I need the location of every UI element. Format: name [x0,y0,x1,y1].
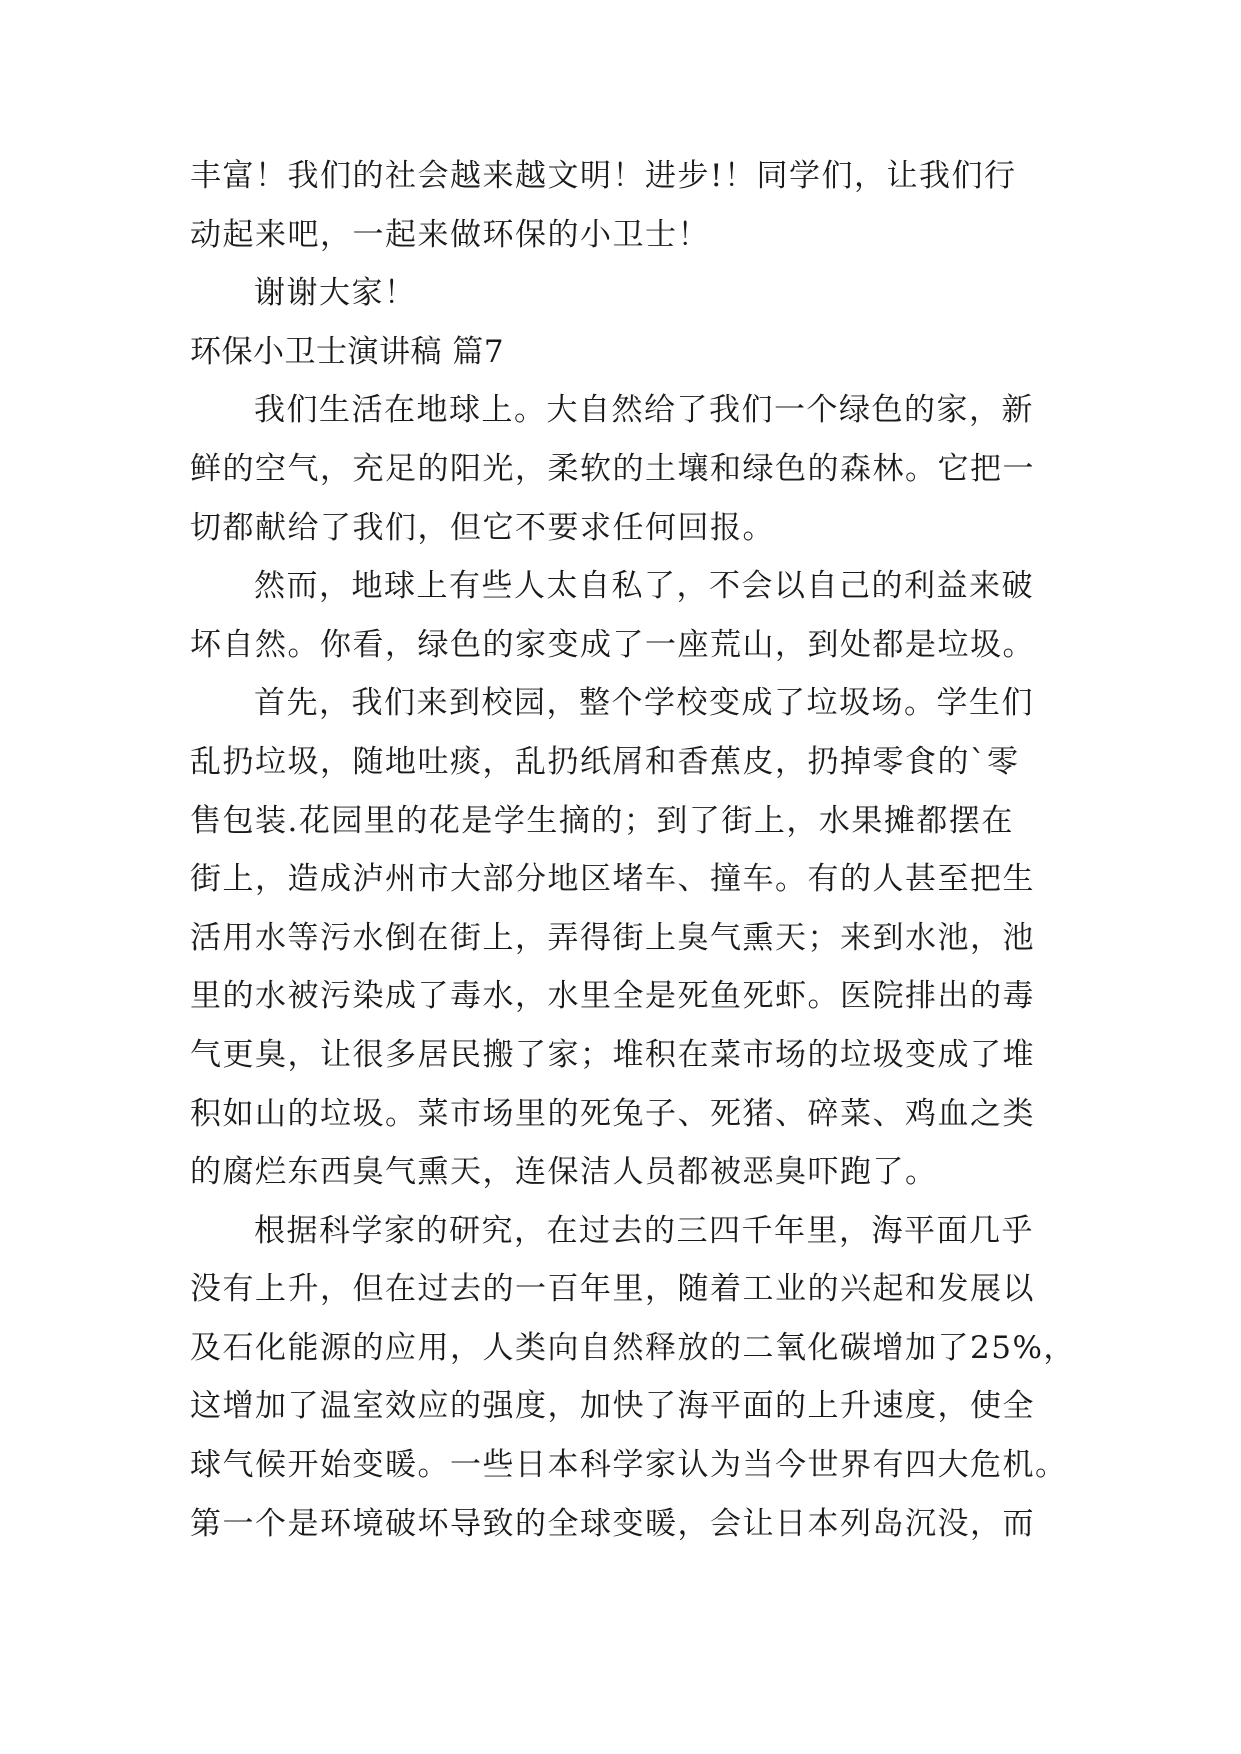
text-line: 没有上升，但在过去的一百年里，随着工业的兴起和发展以 [190,1271,1035,1308]
text-line: 鲜的空气，充足的阳光，柔软的土壤和绿色的森林。它把一 [190,450,1035,487]
text-line: 切都献给了我们，但它不要求任何回报。 [190,509,775,546]
text-line: 里的水被污染成了毒水，水里全是死鱼死虾。医院排出的毒 [190,978,1035,1015]
text-line: 售包装.花园里的花是学生摘的；到了街上，水果摊都摆在 [190,802,1014,839]
text-line: 丰富！我们的社会越来越文明！进步!！同学们，让我们行 [190,158,1017,194]
text-line: 街上，造成泸州市大部分地区堵车、撞车。有的人甚至把生 [190,861,1035,898]
text-line: 活用水等污水倒在街上，弄得街上臭气熏天；来到水池，池 [190,919,1035,956]
text-line: 这增加了温室效应的强度，加快了海平面的上升速度，使全 [190,1388,1035,1425]
text-line: 乱扔垃圾，随地吐痰，乱扔纸屑和香蕉皮，扔掉零食的`零 [190,743,1020,780]
text-line: 动起来吧，一起来做环保的小卫士！ [190,216,710,253]
section-heading: 环保小卫士演讲稿 篇7 [190,333,505,370]
text-line: 第一个是环境破坏导致的全球变暖，会让日本列岛沉没，而 [190,1505,1035,1542]
text-line: 球气候开始变暖。一些日本科学家认为当今世界有四大危机。 [190,1447,1068,1484]
text-line: 及石化能源的应用，人类向自然释放的二氧化碳增加了25%， [190,1329,1076,1366]
text-line: 的腐烂东西臭气熏天，连保洁人员都被恶臭吓跑了。 [190,1154,938,1191]
document-page [190,147,1076,1553]
text-line: 气更臭，让很多居民搬了家；堆积在菜市场的垃圾变成了堆 [190,1036,1035,1073]
text-line: 积如山的垃圾。菜市场里的死兔子、死猪、碎菜、鸡血之类 [190,1095,1035,1132]
text-line: 首先，我们来到校园，整个学校变成了垃圾场。学生们 [254,685,1034,722]
text-line: 谢谢大家！ [254,275,417,312]
text-line: 根据科学家的研究，在过去的三四千年里，海平面几乎 [254,1212,1034,1249]
text-line: 坏自然。你看，绿色的家变成了一座荒山，到处都是垃圾。 [190,626,1035,663]
text-line: 然而，地球上有些人太自私了，不会以自己的利益来破 [254,568,1034,605]
text-line: 我们生活在地球上。大自然给了我们一个绿色的家，新 [254,392,1034,429]
